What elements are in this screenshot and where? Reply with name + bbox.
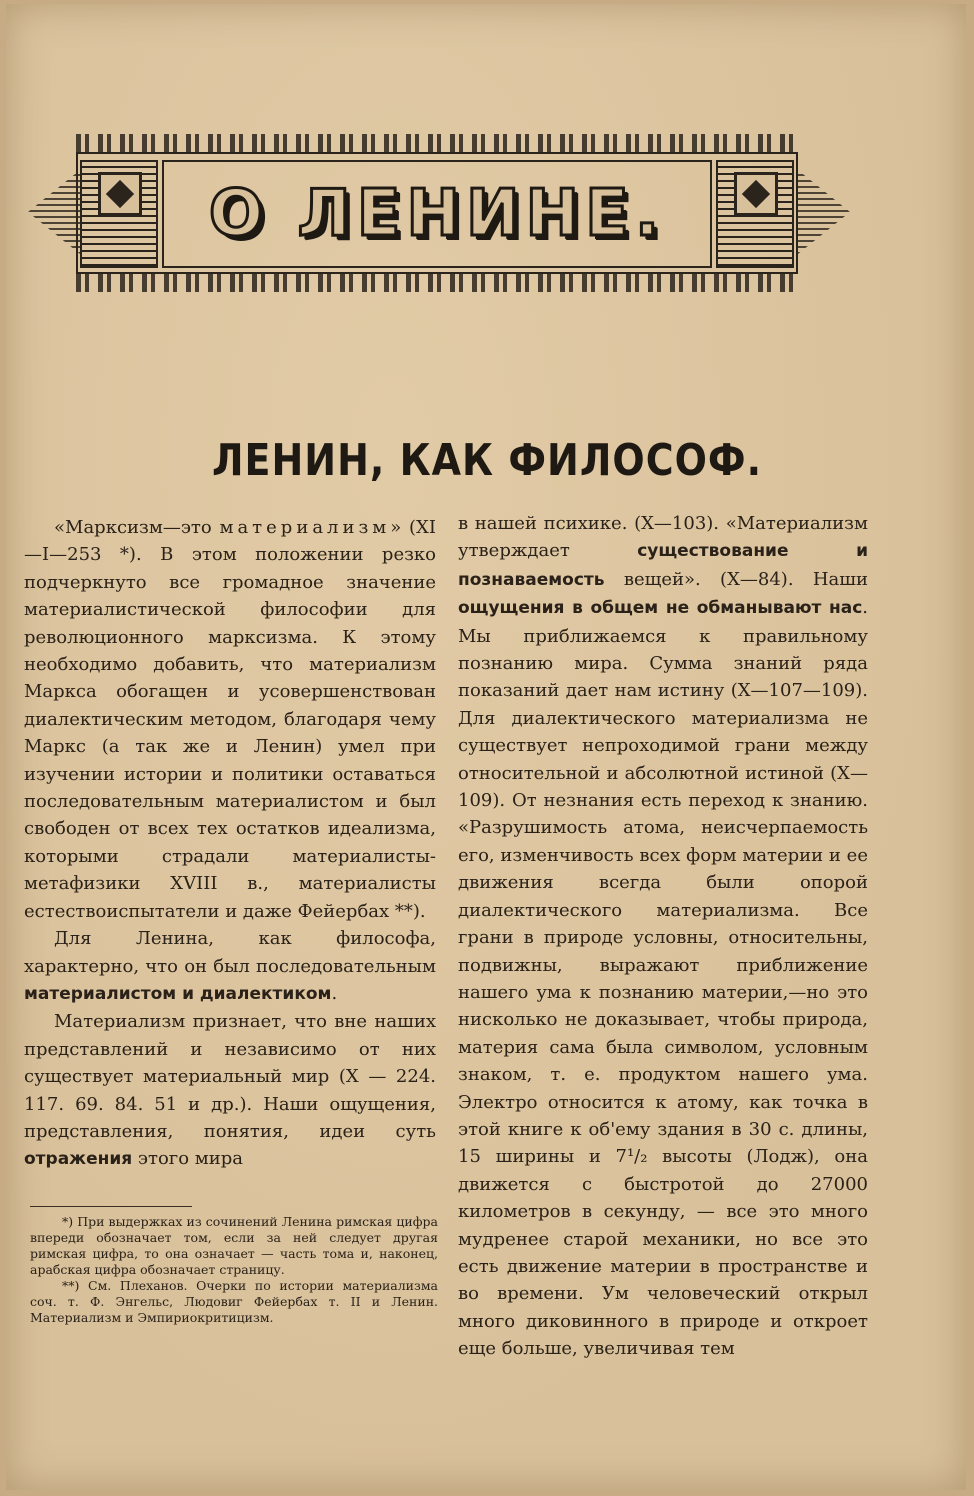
- text-run: .: [331, 982, 338, 1004]
- footnote: **) См. Плеханов. Очерки по истории материализма соч. т. Ф. Энгельс, Людовиг Фейербах т. II и Ленин. Материализм и Эмпириокритицизм.: [30, 1278, 438, 1325]
- text-run: » (XI—I—253 *). В этом положении резко подчеркнуто все громадное значение материалистической философии для революционного марксизма. К этому необходимо добавить, что материализм Маркса обогащен и усовершенствован диалектическим методом, благодаря чему Маркс (а так же и Ленин) умел при изучении истории и политики оставаться последовательным материалистом и был свободен от всех тех остатков идеализма, которыми страдали материалисты-метафизики XVIII в., материалисты естествоиспытатели и даже Фейербах **).: [24, 517, 436, 922]
- text-run: вещей». (X—84). Наши: [604, 568, 868, 590]
- footnotes: [30, 1214, 438, 1326]
- ornament-strip-top: [76, 134, 798, 152]
- left-rays-ornament: [28, 170, 80, 254]
- article-title: ЛЕНИН, КАК ФИЛОСОФ.: [211, 434, 763, 486]
- right-medallion-icon: [734, 172, 778, 216]
- text-run: Для Ленина, как философа, характерно, что он был последовательным: [24, 928, 436, 977]
- left-medallion-icon: [98, 172, 142, 216]
- footnote-divider: [30, 1206, 192, 1207]
- paragraph: [24, 514, 436, 925]
- ornament-strip-bottom: [76, 274, 798, 292]
- text-run: «Марксизм—это: [54, 517, 220, 538]
- footnote: *) При выдержках из сочинений Ленина римская цифра впереди обозначает том, если за ней следует другая римская цифра, то она означает — часть тома и, наконец, арабская цифра обозначает страницу.: [30, 1214, 438, 1277]
- bold-term: ощущения в общем не обманывают нас: [458, 598, 863, 619]
- spaced-term: материализм: [219, 517, 391, 538]
- banner-title: О ЛЕНИНЕ.: [208, 177, 666, 251]
- right-column: [458, 510, 868, 1363]
- text-run: этого мира: [132, 1148, 244, 1170]
- header-banner: [28, 128, 858, 298]
- paragraph: [24, 925, 436, 1008]
- paragraph: [458, 510, 868, 1363]
- bold-term: материалистом и диалектиком: [24, 983, 332, 1004]
- text-run: в нашей психике. (X—103). «Материализм утверждает: [458, 513, 868, 562]
- text-run: Материализм признает, что вне наших представлений и независимо от них существует материальный мир (X — 224. 117. 69. 84. 51 и др.). Наши ощущения, представления, понятия, идеи суть: [24, 1011, 436, 1142]
- text-run: . Мы приближаемся к правильному познанию мира. Сумма знаний ряда показаний дает нам истину (X—107—109). Для диалектического материализма не существует непроходимой грани между относительной и абсолютной истиной (X—109). От незнания есть переход к знанию. «Разрушимость атома, неисчерпаемость его, изменчивость всех форм материи и ее движения всегда были опорой диалектического материализма. Все грани в природе условны, относительны, подвижны, выражают приближение нашего ума к познанию материи,—но это нисколько не доказывает, чтобы природа, материя сама была символом, условным знаком, т. е. продуктом нашего ума. Электро относится к атому, как точка в этой книге к об'ему здания в 30 с. длины, 15 ширины и 7¹/₂ высоты (Лодж), она движется с быстротой до 27000 километров в секунду, — все это много мудренее старой механики, но все это есть движение материи в пространстве и во времени. Ум человеческий открыл много диковинного в природе и откроет еще больше, увеличивая тем: [458, 597, 868, 1360]
- bold-term: отражения: [24, 1149, 133, 1170]
- bold-term: существование и познаваемость: [458, 541, 868, 590]
- right-rays-ornament: [798, 170, 850, 254]
- left-column: [24, 514, 436, 1174]
- paragraph: [24, 1008, 436, 1173]
